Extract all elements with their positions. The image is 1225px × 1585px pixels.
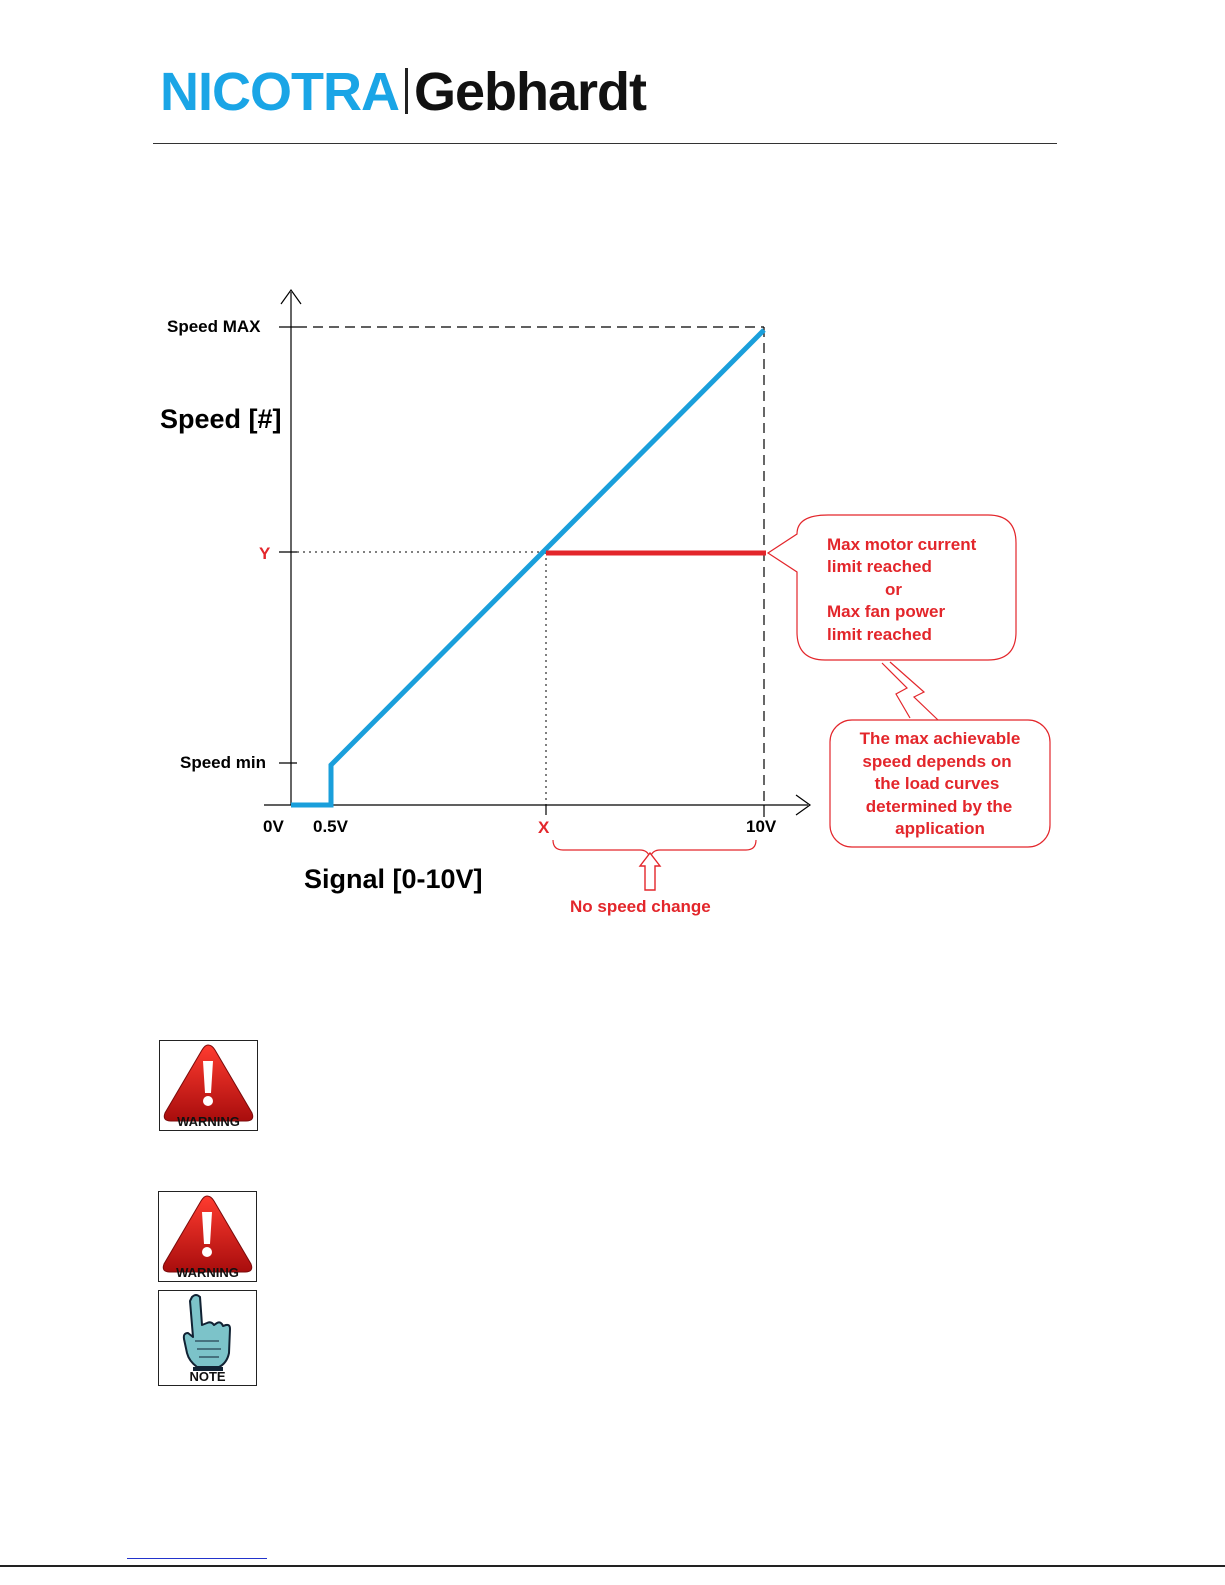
zigzag-connector-2: [890, 662, 938, 720]
callout-load-line-2: speed depends on: [862, 752, 1012, 771]
zigzag-connector: [882, 663, 910, 718]
callout-load-line-1: The max achievable: [859, 729, 1021, 748]
y-tick-label-speed-max: Speed MAX: [167, 317, 261, 336]
x-axis-label: Signal [0-10V]: [304, 864, 483, 894]
x-tick-label-0-5v: 0.5V: [313, 817, 348, 836]
speed-curve: [291, 330, 764, 805]
x-tick-label-10v: 10V: [746, 817, 777, 836]
callout-limit-line-2: limit reached: [827, 557, 932, 576]
warning-notice-2: [158, 1191, 257, 1282]
warning-notice-1: [159, 1040, 258, 1131]
logo-brand-secondary: Gebhardt: [413, 62, 647, 122]
x-tick-label-x: X: [538, 818, 550, 837]
callout-limit-line-3: or: [885, 580, 902, 599]
callout-limit-line-4: Max fan power: [827, 602, 946, 621]
footer-rule: [0, 1565, 1225, 1567]
note-notice: [158, 1290, 257, 1386]
x-tick-label-0v: 0V: [263, 817, 284, 836]
no-change-label: No speed change: [570, 897, 711, 916]
logo-brand-primary: NICOTRA: [160, 62, 399, 122]
footer-link-underline[interactable]: [127, 1558, 267, 1559]
y-axis-label: Speed [#]: [160, 404, 282, 434]
callout-load-line-4: determined by the: [865, 797, 1013, 816]
warning-label-2: WARNING: [176, 1265, 239, 1280]
callout-limit-line-1: Max motor current: [827, 535, 977, 554]
y-tick-label-y: Y: [259, 544, 271, 563]
callout-limit-line-5: limit reached: [827, 625, 932, 644]
y-tick-label-speed-min: Speed min: [180, 753, 266, 772]
note-label: NOTE: [189, 1369, 226, 1384]
callout-load-line-5: application: [895, 819, 985, 838]
warning-label-1: WARNING: [177, 1114, 240, 1129]
callout-load-line-3: the load curves: [874, 774, 1000, 793]
no-change-brace: [553, 840, 756, 858]
up-arrow-icon: [640, 853, 660, 890]
